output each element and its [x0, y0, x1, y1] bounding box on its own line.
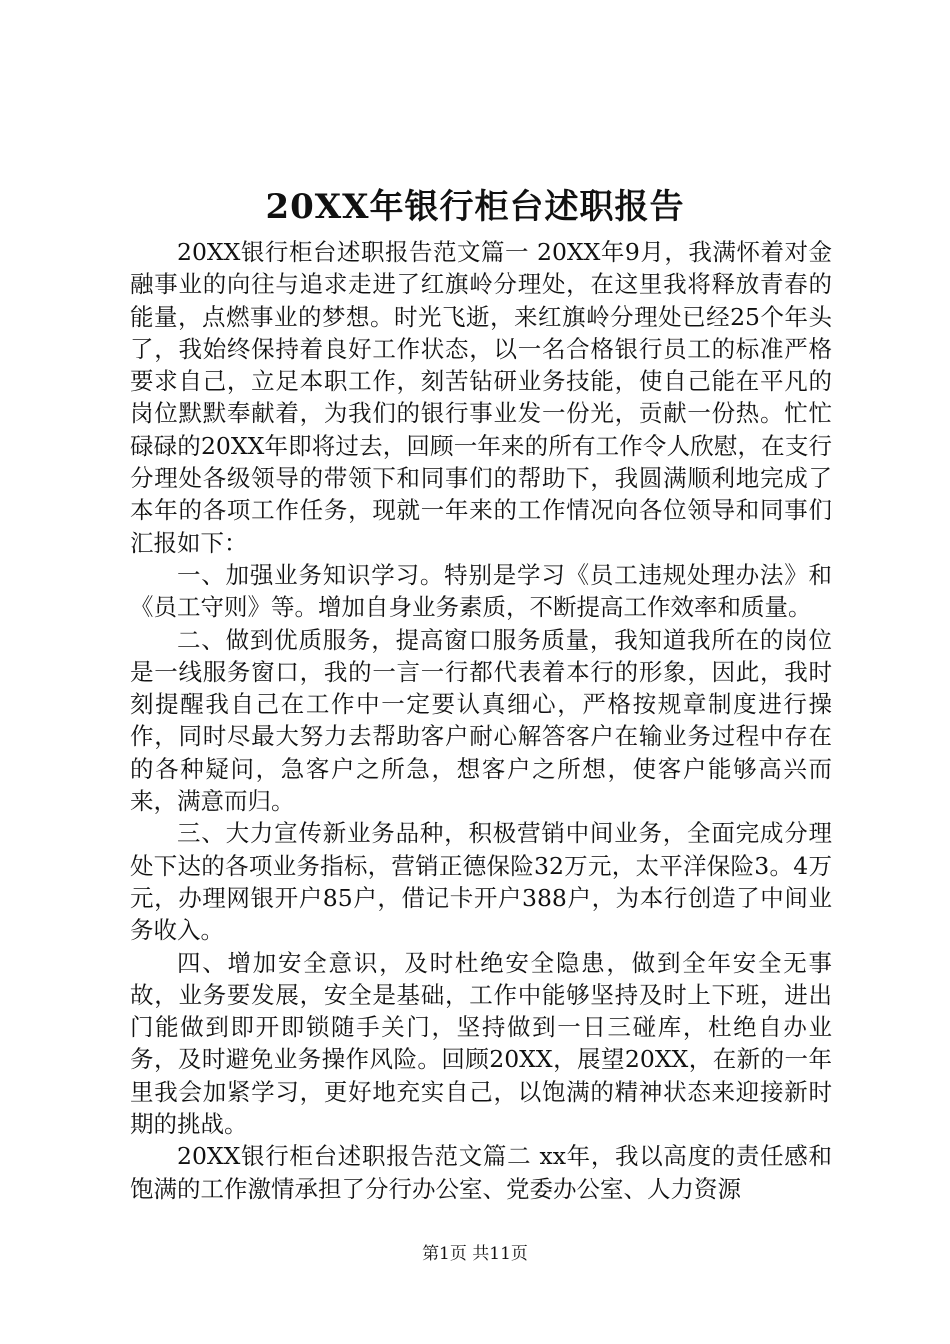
document-body [130, 236, 832, 1205]
paragraph-item-4: 四、增加安全意识，及时杜绝安全隐患，做到全年安全无事故，业务要发展，安全是基础，工作中能够坚持及时上下班，进出门能做到即开即锁随手关门，坚持做到一日三碰库，杜绝自办业务，及时避免业务操作风险。回顾20XX，展望20XX，在新的一年里我会加紧学习，更好地充实自己，以饱满的精神状态来迎接新时期的挑战。 [130, 948, 832, 1139]
paragraph-second-sample: 20XX银行柜台述职报告范文篇二 xx年，我以高度的责任感和饱满的工作激情承担了分行办公室、党委办公室、人力资源 [130, 1142, 832, 1203]
paragraph-item-3: 三、大力宣传新业务品种，积极营销中间业务，全面完成分理处下达的各项业务指标，营销正德保险32万元，太平洋保险3。4万元，办理网银开户85户，借记卡开户388户，为本行创造了中间业务收入。 [130, 819, 832, 945]
document-title: 20XX年银行柜台述职报告 [265, 187, 685, 227]
paragraph-item-2: 二、做到优质服务，提高窗口服务质量，我知道我所在的岗位是一线服务窗口，我的一言一行都代表着本行的形象，因此，我时刻提醒我自己在工作中一定要认真细心，严格按规章制度进行操作，同时尽最大努力去帮助客户耐心解答客户在输业务过程中存在的各种疑问，急客户之所急，想客户之所想，使客户能够高兴而来，满意而归。 [130, 625, 832, 816]
paragraph-intro: 20XX银行柜台述职报告范文篇一 20XX年9月，我满怀着对金融事业的向往与追求走进了红旗岭分理处，在这里我将释放青春的能量，点燃事业的梦想。时光飞逝，来红旗岭分理处已经25个年头了，我始终保持着良好工作状态，以一名合格银行员工的标准严格要求自己，立足本职工作，刻苦钻研业务技能，使自己能在平凡的岗位默默奉献着，为我们的银行事业发一份光，贡献一份热。忙忙碌碌的20XX年即将过去，回顾一年来的所有工作令人欣慰，在支行分理处各级领导的带领下和同事们的帮助下，我圆满顺利地完成了本年的各项工作任务，现就一年来的工作情况向各位领导和同事们汇报如下： [130, 238, 832, 557]
page-number-footer: 第1页 共11页 [422, 1244, 528, 1264]
paragraph-item-1: 一、加强业务知识学习。特别是学习《员工违规处理办法》和《员工守则》等。增加自身业务素质，不断提高工作效率和质量。 [130, 560, 832, 622]
